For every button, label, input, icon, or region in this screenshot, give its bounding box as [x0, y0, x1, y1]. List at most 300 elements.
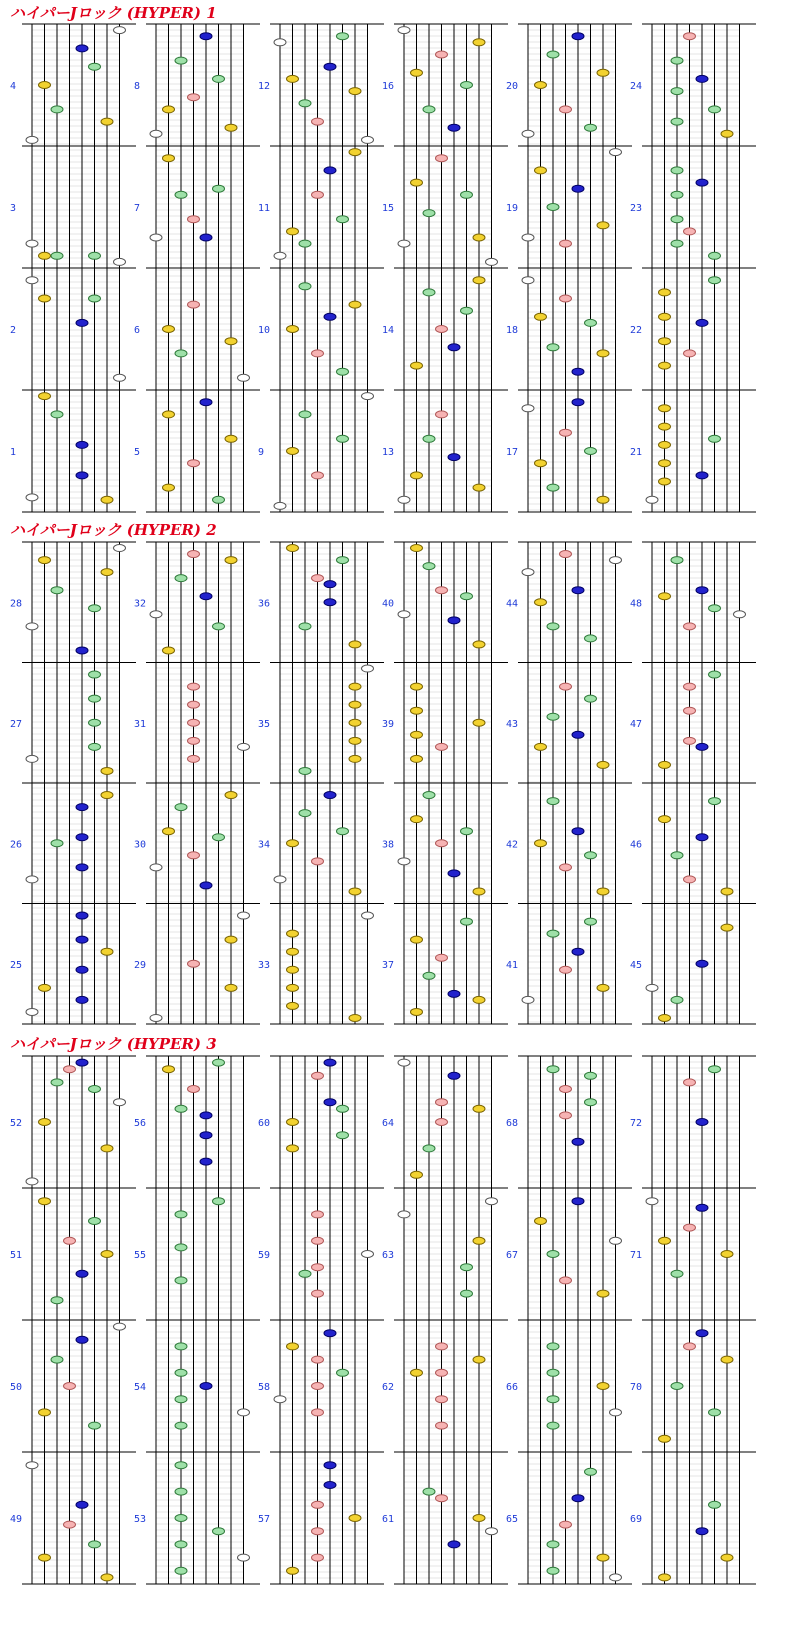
note	[597, 1290, 609, 1297]
note	[423, 792, 435, 799]
measure-number: 72	[630, 1118, 643, 1129]
note	[547, 930, 559, 937]
note	[448, 1072, 460, 1079]
note	[213, 834, 225, 841]
note	[163, 155, 175, 162]
note	[547, 51, 559, 58]
note	[312, 1237, 324, 1244]
note	[560, 1277, 572, 1284]
note	[461, 1264, 473, 1271]
note	[585, 1072, 597, 1079]
note	[535, 743, 547, 750]
note	[39, 984, 51, 991]
note	[671, 1270, 683, 1277]
note	[473, 888, 485, 895]
note	[39, 295, 51, 302]
note	[337, 435, 349, 442]
note	[671, 216, 683, 223]
note	[312, 1072, 324, 1079]
note	[225, 557, 237, 564]
note	[671, 191, 683, 198]
measure-number: 53	[134, 1514, 147, 1525]
measure-number: 51	[10, 1250, 23, 1261]
note	[150, 234, 162, 241]
measure-number: 64	[382, 1118, 395, 1129]
note	[312, 1211, 324, 1218]
note	[560, 1112, 572, 1119]
note	[560, 966, 572, 973]
note	[709, 252, 721, 259]
note	[337, 1105, 349, 1112]
note	[175, 1244, 187, 1251]
note	[225, 435, 237, 442]
note	[39, 252, 51, 259]
note	[39, 82, 51, 89]
note	[560, 240, 572, 247]
note	[709, 277, 721, 284]
measure-number: 11	[258, 203, 271, 214]
note	[349, 888, 361, 895]
measure-number: 22	[630, 325, 643, 336]
note	[473, 1105, 485, 1112]
note	[101, 569, 113, 576]
note	[436, 155, 448, 162]
note	[188, 683, 200, 690]
note	[696, 1204, 708, 1211]
note	[188, 216, 200, 223]
note	[560, 864, 572, 871]
note	[411, 707, 423, 714]
note	[188, 852, 200, 859]
note	[560, 551, 572, 558]
note	[64, 1237, 76, 1244]
note	[287, 966, 299, 973]
note	[175, 1422, 187, 1429]
measure-number: 42	[506, 839, 519, 851]
note	[101, 1574, 113, 1581]
note	[225, 792, 237, 799]
note	[461, 828, 473, 835]
note	[175, 1343, 187, 1350]
note	[535, 82, 547, 89]
note	[597, 888, 609, 895]
note	[76, 1501, 88, 1508]
note	[671, 57, 683, 64]
note	[76, 319, 88, 326]
note	[287, 326, 299, 333]
measure-number: 13	[382, 447, 395, 458]
note	[175, 575, 187, 582]
note	[671, 1383, 683, 1390]
note	[671, 167, 683, 174]
note	[324, 599, 336, 606]
note	[535, 599, 547, 606]
note	[473, 277, 485, 284]
note	[547, 1369, 559, 1376]
note	[312, 858, 324, 865]
note	[114, 1099, 126, 1106]
measure-number: 27	[10, 718, 23, 730]
note	[337, 33, 349, 40]
note	[597, 761, 609, 768]
note	[585, 635, 597, 642]
note	[26, 755, 38, 762]
measure-number: 58	[258, 1382, 271, 1393]
note	[436, 1369, 448, 1376]
note	[572, 948, 584, 955]
note	[150, 611, 162, 618]
note	[696, 1528, 708, 1535]
note	[89, 295, 101, 302]
note	[696, 1330, 708, 1337]
note	[436, 1422, 448, 1429]
measure-number: 1	[10, 447, 17, 458]
note	[89, 671, 101, 678]
note	[709, 106, 721, 113]
note	[349, 701, 361, 708]
note	[39, 1409, 51, 1416]
note	[89, 252, 101, 259]
note	[535, 460, 547, 467]
note	[299, 100, 311, 107]
note	[287, 1119, 299, 1126]
note	[238, 912, 250, 919]
note	[101, 1145, 113, 1152]
note	[89, 1541, 101, 1548]
note	[39, 393, 51, 400]
note	[101, 767, 113, 774]
measure-number: 71	[630, 1250, 643, 1261]
note	[522, 277, 534, 284]
note	[411, 1369, 423, 1376]
note	[312, 1356, 324, 1363]
note	[659, 289, 671, 296]
note	[461, 191, 473, 198]
note	[287, 448, 299, 455]
note	[76, 472, 88, 479]
note	[362, 912, 374, 919]
note	[610, 1574, 622, 1581]
note	[362, 665, 374, 672]
note	[287, 75, 299, 82]
note	[324, 63, 336, 70]
note	[411, 69, 423, 76]
note	[225, 936, 237, 943]
note	[461, 82, 473, 89]
note	[213, 496, 225, 503]
note	[696, 960, 708, 967]
note	[349, 149, 361, 156]
note	[572, 185, 584, 192]
note	[26, 1008, 38, 1015]
note	[175, 1488, 187, 1495]
note	[436, 1396, 448, 1403]
note	[51, 411, 63, 418]
note	[163, 411, 175, 418]
note	[610, 149, 622, 156]
measure-number: 10	[258, 325, 271, 336]
note	[26, 277, 38, 284]
measure-number: 12	[258, 81, 271, 92]
note	[150, 1014, 162, 1021]
note	[473, 641, 485, 648]
note	[175, 1396, 187, 1403]
note	[337, 368, 349, 375]
note	[436, 411, 448, 418]
note	[349, 755, 361, 762]
note	[597, 984, 609, 991]
measure-number: 3	[10, 203, 17, 214]
note	[473, 39, 485, 46]
note	[299, 623, 311, 630]
note	[522, 996, 534, 1003]
note	[585, 1099, 597, 1106]
note	[362, 393, 374, 400]
measure-number: 19	[506, 203, 519, 214]
note	[486, 1528, 498, 1535]
note	[213, 623, 225, 630]
measure-number: 35	[258, 718, 271, 730]
note	[411, 731, 423, 738]
note	[721, 924, 733, 931]
measure-number: 15	[382, 203, 395, 214]
note	[26, 1462, 38, 1469]
note	[200, 593, 212, 600]
note	[473, 996, 485, 1003]
note	[89, 1086, 101, 1093]
note	[560, 295, 572, 302]
note	[188, 551, 200, 558]
measure-number: 68	[506, 1118, 519, 1129]
note	[200, 1112, 212, 1119]
note	[299, 283, 311, 290]
note	[547, 484, 559, 491]
note	[696, 179, 708, 186]
note	[175, 1369, 187, 1376]
measure-number: 50	[10, 1382, 23, 1393]
note	[89, 695, 101, 702]
note	[461, 593, 473, 600]
note	[89, 63, 101, 70]
note	[411, 1008, 423, 1015]
measure-number: 43	[506, 718, 519, 730]
note	[547, 713, 559, 720]
measure-number: 37	[382, 959, 395, 971]
note	[324, 581, 336, 588]
measure-number: 66	[506, 1382, 519, 1393]
note	[659, 423, 671, 430]
note	[411, 683, 423, 690]
note	[76, 912, 88, 919]
note	[163, 828, 175, 835]
measure-number: 40	[382, 598, 395, 610]
note	[473, 1356, 485, 1363]
note	[398, 240, 410, 247]
chart-grid	[0, 20, 806, 518]
note	[448, 454, 460, 461]
note	[39, 557, 51, 564]
note	[200, 1132, 212, 1139]
note	[436, 51, 448, 58]
note	[398, 858, 410, 865]
measure-number: 38	[382, 839, 395, 851]
note	[324, 1462, 336, 1469]
note	[610, 1409, 622, 1416]
note	[423, 435, 435, 442]
note	[734, 611, 746, 618]
note	[461, 918, 473, 925]
note	[349, 88, 361, 95]
note	[423, 1488, 435, 1495]
note	[398, 1059, 410, 1066]
note	[312, 118, 324, 125]
note	[473, 1237, 485, 1244]
note	[522, 405, 534, 412]
chart-grid	[0, 538, 806, 1030]
note	[324, 1330, 336, 1337]
note	[337, 1369, 349, 1376]
note	[349, 683, 361, 690]
note	[200, 399, 212, 406]
note	[423, 289, 435, 296]
note	[175, 1567, 187, 1574]
note	[76, 864, 88, 871]
note	[411, 816, 423, 823]
note	[287, 545, 299, 552]
note	[709, 1409, 721, 1416]
note	[659, 1237, 671, 1244]
note	[684, 228, 696, 235]
note	[175, 1462, 187, 1469]
note	[522, 130, 534, 137]
note	[287, 948, 299, 955]
note	[163, 647, 175, 654]
note	[64, 1383, 76, 1390]
note	[659, 362, 671, 369]
measure-number: 55	[134, 1250, 147, 1261]
measure-number: 21	[630, 447, 643, 458]
note	[610, 557, 622, 564]
note	[423, 563, 435, 570]
note	[76, 441, 88, 448]
measure-number: 29	[134, 959, 147, 971]
note	[659, 338, 671, 345]
note	[26, 136, 38, 143]
note	[114, 27, 126, 34]
note	[163, 484, 175, 491]
measure-number: 59	[258, 1250, 271, 1261]
note	[436, 1119, 448, 1126]
note	[709, 1066, 721, 1073]
note	[436, 326, 448, 333]
measure-number: 52	[10, 1118, 23, 1129]
note	[572, 587, 584, 594]
note	[337, 1132, 349, 1139]
note	[398, 611, 410, 618]
note	[213, 1528, 225, 1535]
note	[572, 1198, 584, 1205]
note	[337, 216, 349, 223]
measure-number: 18	[506, 325, 519, 336]
note	[26, 240, 38, 247]
note	[535, 840, 547, 847]
note	[436, 743, 448, 750]
note	[76, 45, 88, 52]
note	[659, 1574, 671, 1581]
note	[188, 737, 200, 744]
note	[572, 731, 584, 738]
note	[163, 326, 175, 333]
note	[76, 966, 88, 973]
note	[721, 1356, 733, 1363]
note	[398, 1211, 410, 1218]
note	[200, 1158, 212, 1165]
note	[188, 94, 200, 101]
note	[560, 1521, 572, 1528]
note	[646, 984, 658, 991]
note	[572, 33, 584, 40]
note	[76, 996, 88, 1003]
note	[89, 1422, 101, 1429]
note	[324, 792, 336, 799]
note	[684, 1079, 696, 1086]
note	[696, 472, 708, 479]
note	[597, 1554, 609, 1561]
note	[101, 1251, 113, 1258]
measure-number: 62	[382, 1382, 395, 1393]
measure-number: 33	[258, 959, 271, 971]
note	[547, 204, 559, 211]
measure-number: 7	[134, 203, 141, 214]
note	[188, 301, 200, 308]
note	[150, 130, 162, 137]
measure-number: 16	[382, 81, 395, 92]
note	[163, 106, 175, 113]
note	[597, 69, 609, 76]
note	[659, 313, 671, 320]
note	[560, 683, 572, 690]
measure-number: 56	[134, 1118, 147, 1129]
note	[560, 106, 572, 113]
note	[337, 557, 349, 564]
note	[312, 1528, 324, 1535]
note	[175, 1515, 187, 1522]
note	[671, 852, 683, 859]
note	[411, 179, 423, 186]
note	[610, 1237, 622, 1244]
note	[473, 1515, 485, 1522]
measure-number: 31	[134, 718, 147, 730]
note	[114, 1323, 126, 1330]
note	[324, 313, 336, 320]
note	[175, 804, 187, 811]
note	[188, 460, 200, 467]
note	[448, 124, 460, 131]
note	[51, 1297, 63, 1304]
note	[684, 350, 696, 357]
note	[696, 834, 708, 841]
note	[721, 1554, 733, 1561]
note	[312, 1501, 324, 1508]
note	[349, 737, 361, 744]
note	[337, 828, 349, 835]
note	[659, 1014, 671, 1021]
note	[349, 719, 361, 726]
note	[486, 258, 498, 265]
note	[547, 344, 559, 351]
section-title: ハイパーJロック (HYPER) 3	[10, 1035, 217, 1053]
note	[597, 496, 609, 503]
